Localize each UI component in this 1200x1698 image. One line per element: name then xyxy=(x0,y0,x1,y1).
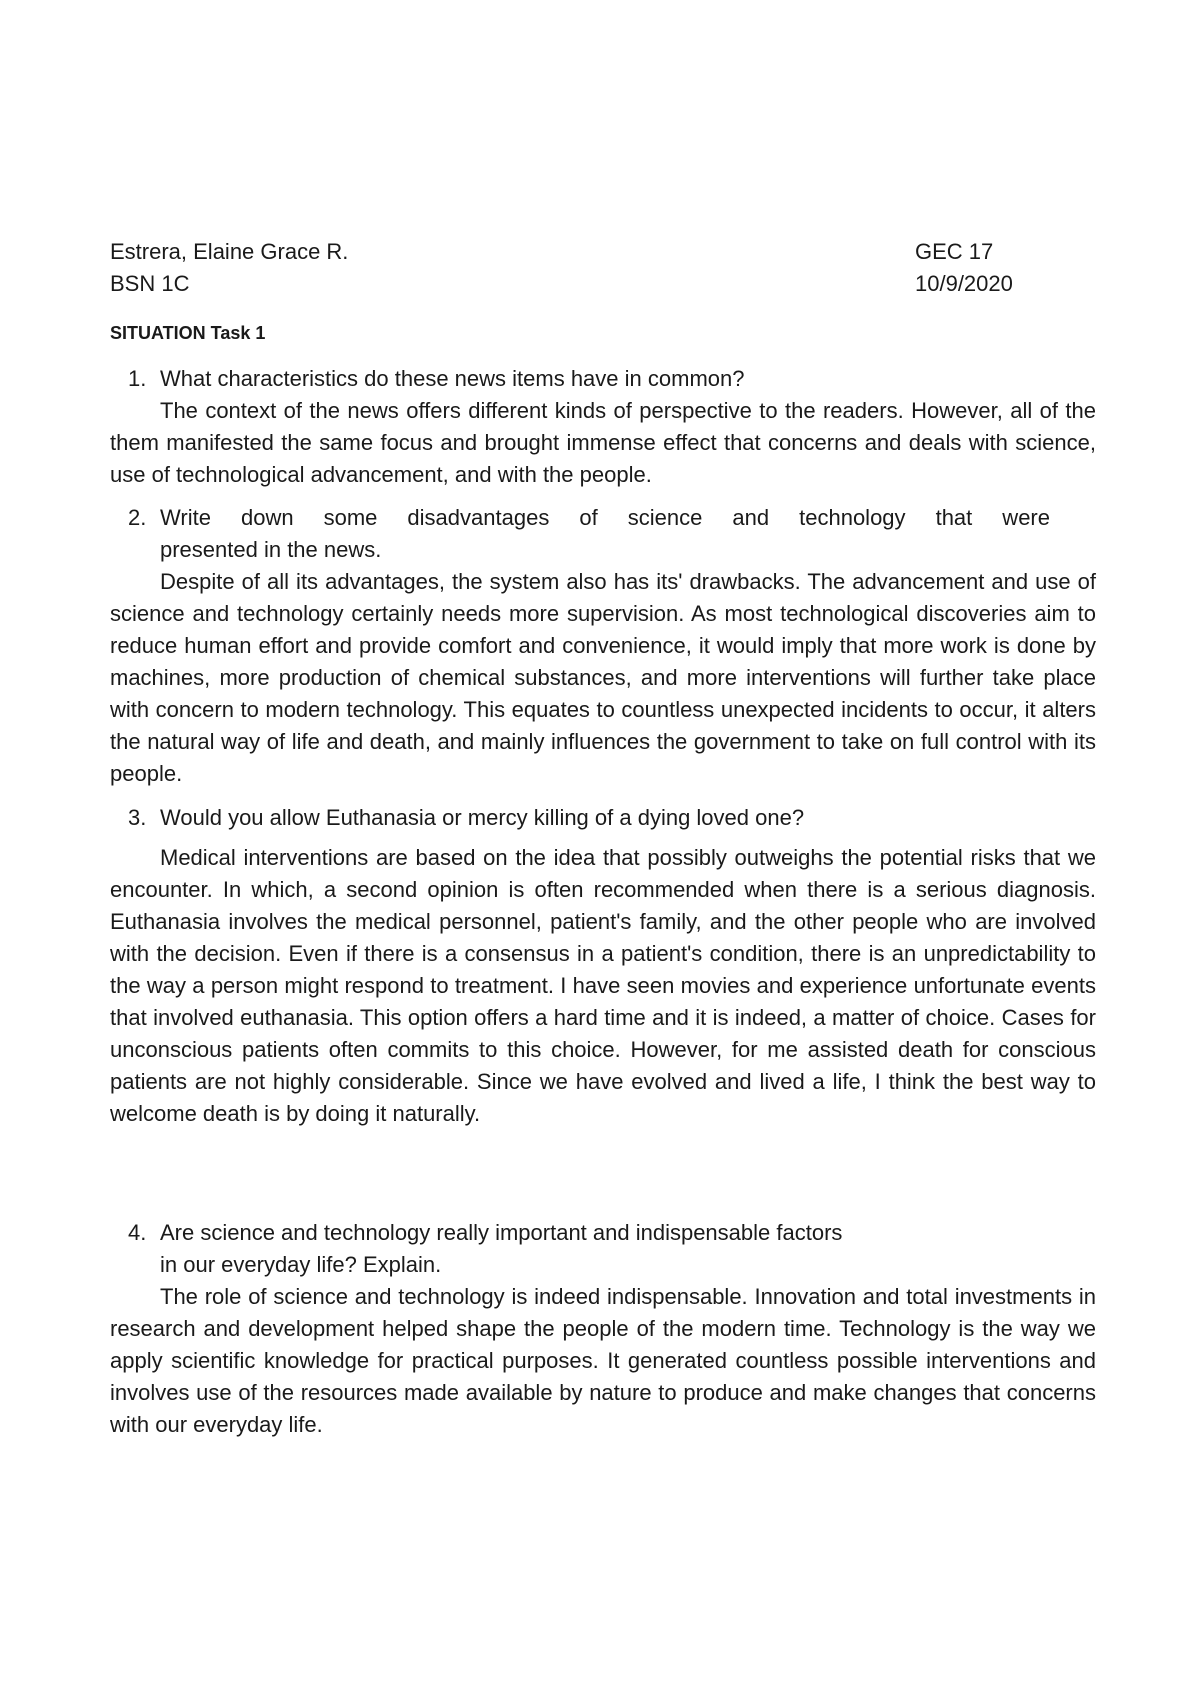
student-name: Estrera, Elaine Grace R. xyxy=(110,239,349,264)
question-2-number: 2. xyxy=(128,505,147,530)
question-1 xyxy=(110,363,1096,491)
question-4-number: 4. xyxy=(128,1220,147,1245)
question-4-prompt xyxy=(110,1217,1096,1249)
question-3-text: Would you allow Euthanasia or mercy killing of a dying loved one? xyxy=(160,805,805,830)
document-date: 10/9/2020 xyxy=(915,271,1013,296)
question-4-text-line-2: in our everyday life? Explain. xyxy=(160,1252,442,1277)
course-code: GEC 17 xyxy=(915,239,994,264)
question-2-prompt xyxy=(110,502,1096,534)
answer-4: The role of science and technology is indeed indispensable. Innovation and total investments in research and development helped shape the people of the modern time. Technology is the way we apply scientific knowledge for practical purposes. It generated countless possible interventions and involves use of the resources made available by nature to produce and make changes that concerns with our everyday life. xyxy=(110,1284,1096,1437)
question-2 xyxy=(110,502,1096,790)
answer-3: Medical interventions are based on the idea that possibly outweighs the potential risks that we encounter. In which, a second opinion is often recommended when there is a serious diagnosis. Euthanasia involves the medical personnel, patient's family, and the other people who are involved with the decision. Even if there is a consensus in a patient's condition, there is an unpredictability to the way a person might respond to treatment. I have seen movies and experience unfortunate events that involved euthanasia. This option offers a hard time and it is indeed, a matter of choice. Cases for unconscious patients often commits to this choice. However, for me assisted death for conscious patients are not highly considerable. Since we have evolved and lived a life, I think the best way to welcome death is by doing it naturally. xyxy=(110,845,1096,1126)
question-4 xyxy=(110,1217,1096,1441)
question-1-prompt xyxy=(110,363,1096,395)
question-3-number: 3. xyxy=(128,805,147,830)
question-1-text: What characteristics do these news items have in common? xyxy=(160,366,745,391)
question-1-number: 1. xyxy=(128,366,147,391)
question-4-text-line-1: Are science and technology really important and indispensable factors xyxy=(160,1220,843,1245)
student-section: BSN 1C xyxy=(110,271,190,296)
question-3 xyxy=(110,802,1096,1130)
page-title: SITUATION Task 1 xyxy=(110,323,266,343)
answer-1: The context of the news offers different kinds of perspective to the readers. However, all of the them manifested the same focus and brought immense effect that concerns and deals with science, use of technological advancement, and with the people. xyxy=(110,398,1096,487)
question-3-prompt xyxy=(110,802,1096,834)
question-2-text-line-1: Write down some disadvantages of science and technology that were xyxy=(160,505,1050,530)
question-2-text-line-2: presented in the news. xyxy=(160,537,382,562)
answer-2: Despite of all its advantages, the system also has its' drawbacks. The advancement and use of science and technology certainly needs more supervision. As most technological discoveries aim to reduce human effort and provide comfort and convenience, it would imply that more work is done by machines, more production of chemical substances, and more interventions will further take place with concern to modern technology. This equates to countless unexpected incidents to occur, it alters the natural way of life and death, and mainly influences the government to take on full control with its people. xyxy=(110,569,1096,786)
